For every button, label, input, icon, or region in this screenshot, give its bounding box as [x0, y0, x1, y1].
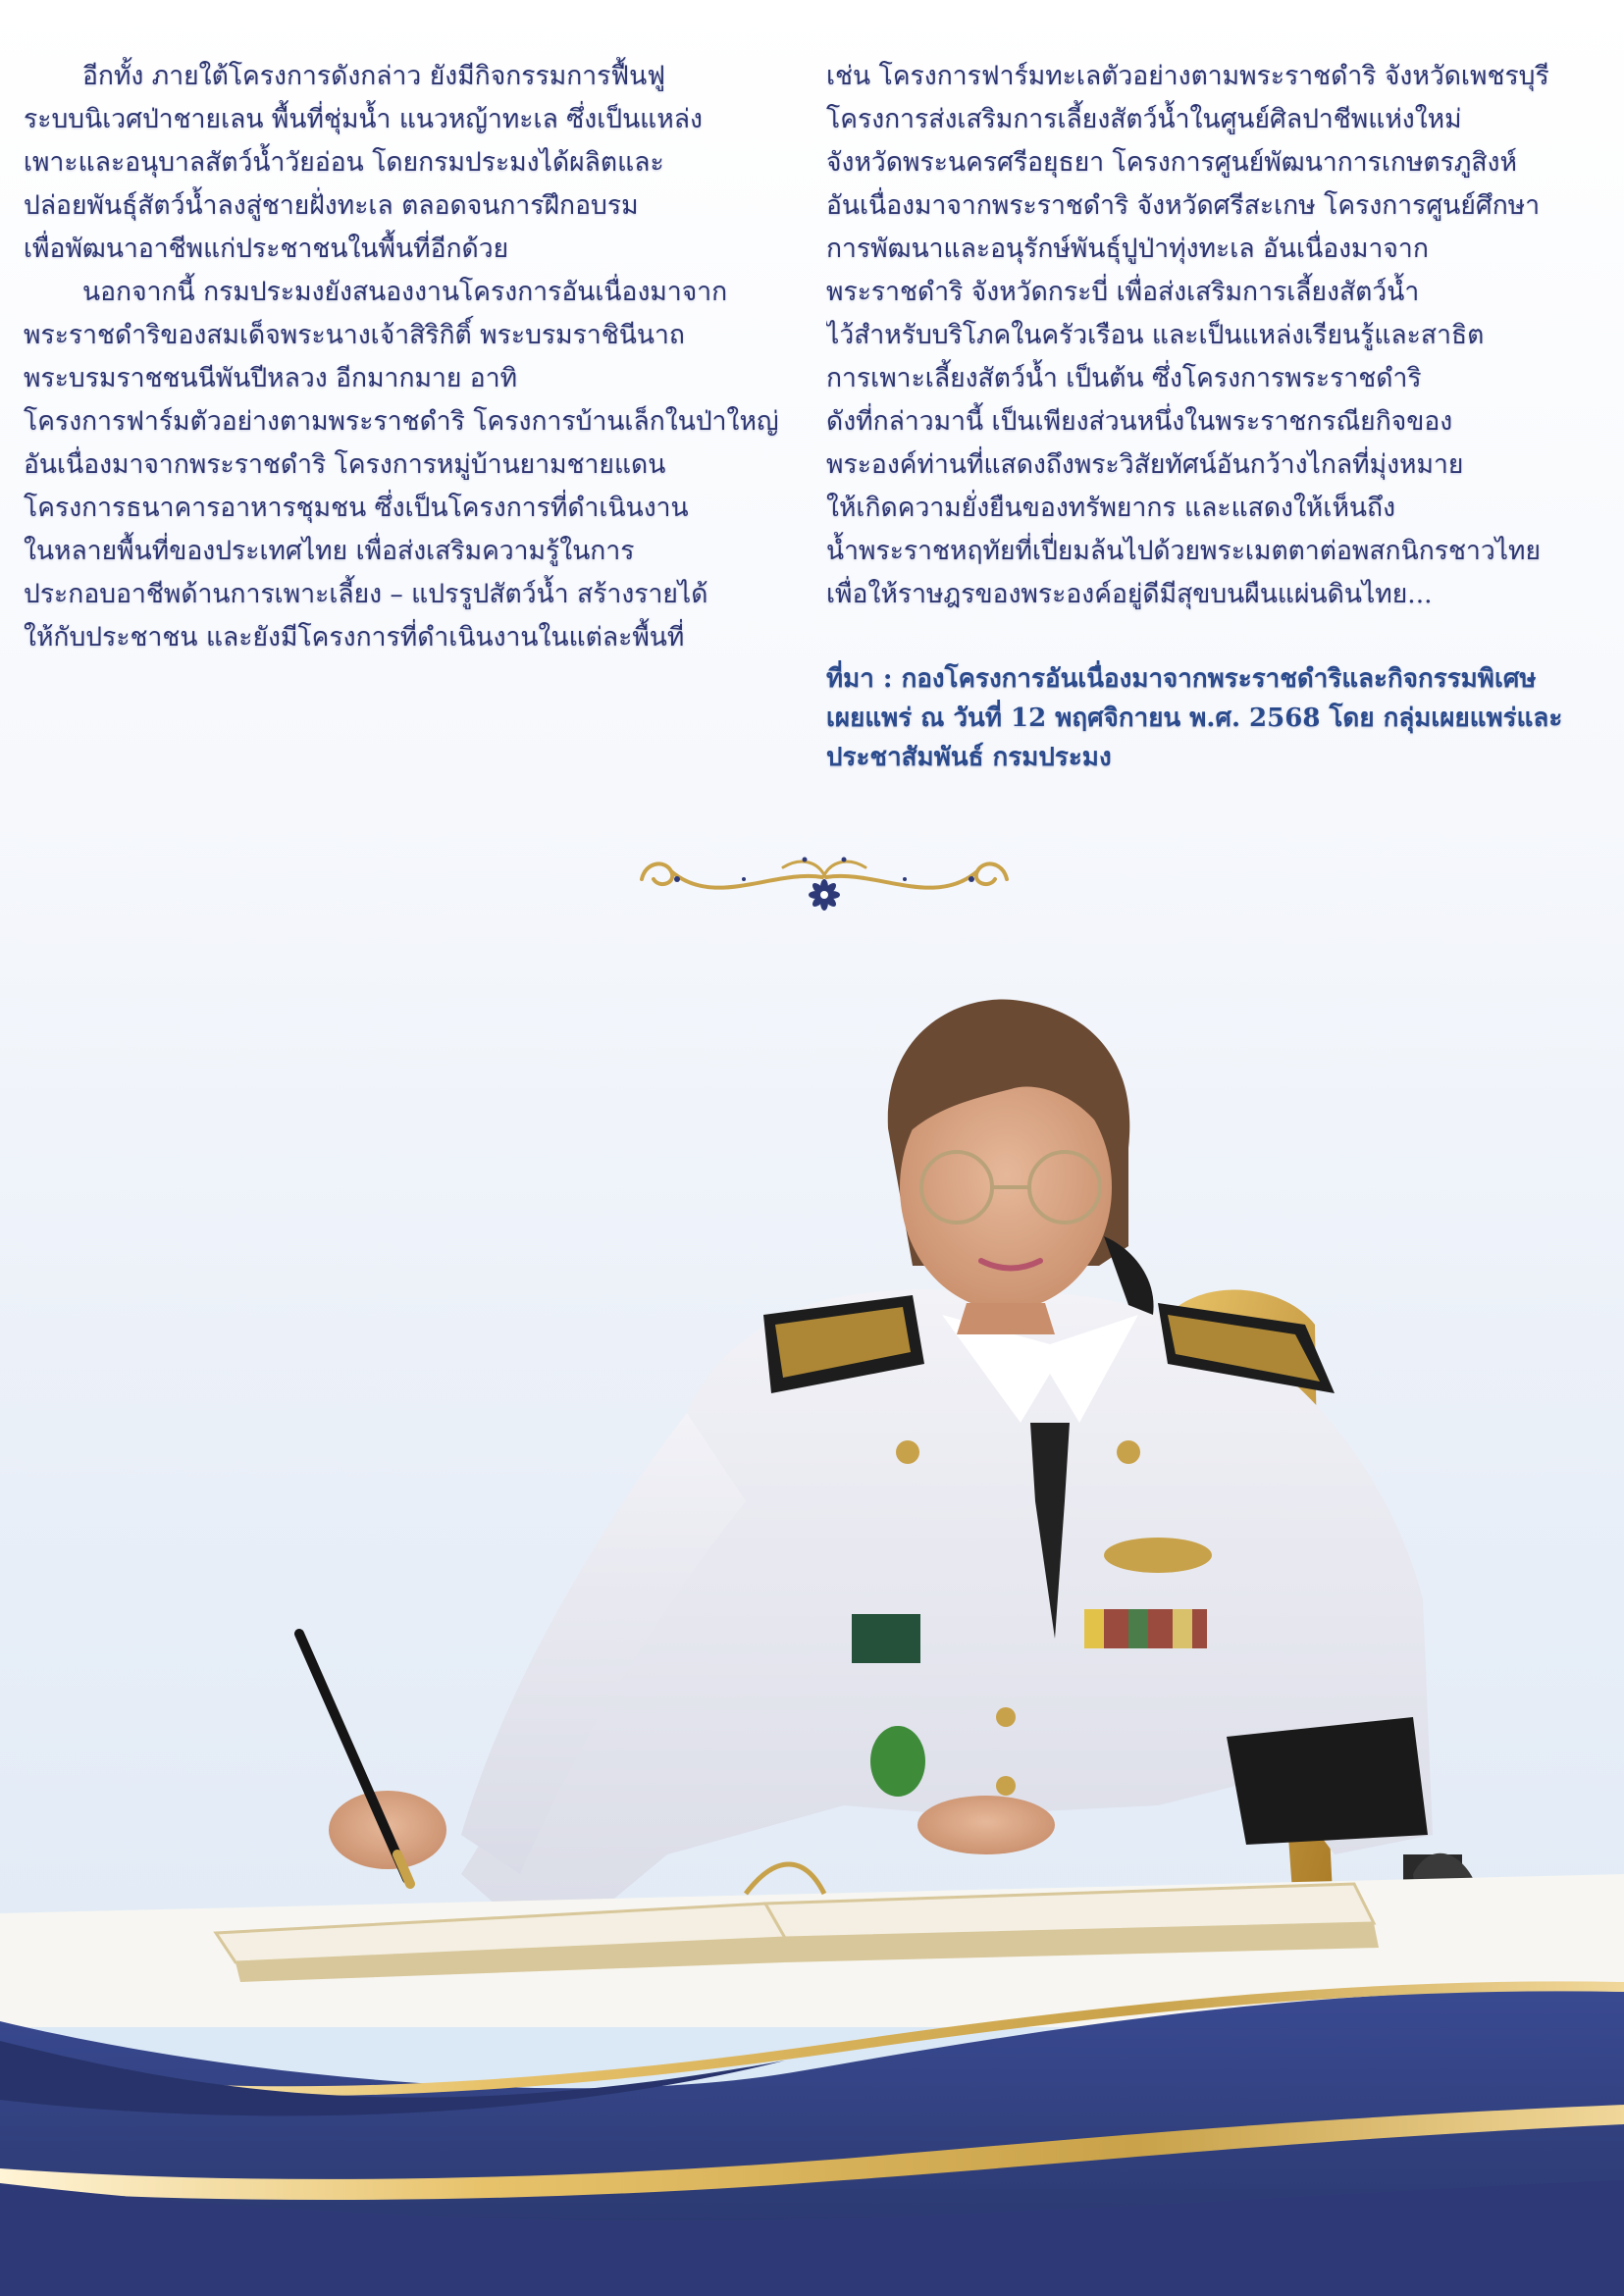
decorative-waves	[0, 1923, 1624, 2296]
left-line: อีกทั้ง ภายใต้โครงการดังกล่าว ยังมีกิจกรรมการฟื้นฟู	[82, 61, 666, 91]
left-line: นอกจากนี้ กรมประมงยังสนองงานโครงการอันเนื่องมาจาก	[82, 277, 728, 307]
left-line: เพื่อพัฒนาอาชีพแก่ประชาชนในพื้นที่อีกด้วย	[24, 234, 509, 264]
source-line: ประชาสัมพันธ์ กรมประมง	[826, 743, 1112, 772]
left-line: โครงการฟาร์มตัวอย่างตามพระราชดำริ โครงการบ้านเล็กในป่าใหญ่	[24, 406, 779, 437]
right-line: การเพาะเลี้ยงสัตว์น้ำ เป็นต้น ซึ่งโครงการพระราชดำริ	[826, 363, 1422, 393]
left-line: ระบบนิเวศป่าชายเลน พื้นที่ชุ่มน้ำ แนวหญ้าทะเล ซึ่งเป็นแหล่ง	[24, 104, 703, 134]
right-line: ดังที่กล่าวมานี้ เป็นเพียงส่วนหนึ่งในพระราชกรณียกิจของ	[826, 406, 1453, 437]
left-line: ให้กับประชาชน และยังมีโครงการที่ดำเนินงานในแต่ละพื้นที่	[24, 622, 685, 652]
left-line: โครงการธนาคารอาหารชุมชน ซึ่งเป็นโครงการที่ดำเนินงาน	[24, 493, 689, 523]
left-line: อันเนื่องมาจากพระราชดำริ โครงการหมู่บ้านยามชายแดน	[24, 449, 666, 480]
right-line: เพื่อให้ราษฎรของพระองค์อยู่ดีมีสุขบนผืนแผ่นดินไทย...	[826, 579, 1433, 609]
left-line: ประกอบอาชีพด้านการเพาะเลี้ยง – แปรรูปสัตว์น้ำ สร้างรายได้	[24, 579, 708, 609]
right-line: เช่น โครงการฟาร์มทะเลตัวอย่างตามพระราชดำริ จังหวัดเพชรบุรี	[826, 61, 1549, 91]
right-text-column	[826, 55, 1611, 616]
right-line: น้ำพระราชหฤทัยที่เปี่ยมล้นไปด้วยพระเมตตาต่อพสกนิกรชาวไทย	[826, 536, 1542, 566]
gold-flourish-divider-icon	[636, 850, 1013, 918]
right-line: อันเนื่องมาจากพระราชดำริ จังหวัดศรีสะเกษ โครงการศูนย์ศึกษา	[826, 190, 1541, 221]
left-line: เพาะและอนุบาลสัตว์น้ำวัยอ่อน โดยกรมประมงได้ผลิตและ	[24, 147, 664, 178]
left-line: ปล่อยพันธุ์สัตว์น้ำลงสู่ชายฝั่งทะเล ตลอดจนการฝึกอบรม	[24, 190, 639, 221]
right-line: พระราชดำริ จังหวัดกระบี่ เพื่อส่งเสริมการเลี้ยงสัตว์น้ำ	[826, 277, 1420, 307]
left-line: ในหลายพื้นที่ของประเทศไทย เพื่อส่งเสริมความรู้ในการ	[24, 536, 635, 566]
right-line: จังหวัดพระนครศรีอยุธยา โครงการศูนย์พัฒนาการเกษตรภูสิงห์	[826, 147, 1517, 178]
source-credit	[826, 659, 1611, 777]
portrait-head	[888, 1000, 1154, 1334]
source-line: ที่มา : กองโครงการอันเนื่องมาจากพระราชดำริและกิจกรรมพิเศษ	[826, 664, 1537, 694]
right-line: ให้เกิดความยั่งยืนของทรัพยากร และแสดงให้เห็นถึง	[826, 493, 1396, 523]
source-line: เผยแพร่ ณ วันที่ 12 พฤศจิกายน พ.ศ. 2568 โดย กลุ่มเผยแพร่และ	[826, 704, 1563, 733]
right-line: พระองค์ท่านที่แสดงถึงพระวิสัยทัศน์อันกว้างไกลที่มุ่งหมาย	[826, 449, 1464, 480]
right-line: การพัฒนาและอนุรักษ์พันธุ์ปูป่าทุ่งทะเล อันเนื่องมาจาก	[826, 234, 1429, 264]
right-line: ไว้สำหรับบริโภคในครัวเรือน และเป็นแหล่งเรียนรู้และสาธิต	[826, 320, 1485, 350]
right-line: โครงการส่งเสริมการเลี้ยงสัตว์น้ำในศูนย์ศิลปาชีพแห่งใหม่	[826, 104, 1462, 134]
left-text-column	[24, 55, 820, 659]
official-signing-photo	[0, 991, 1624, 2031]
left-line: พระบรมราชชนนีพันปีหลวง อีกมากมาย อาทิ	[24, 363, 518, 393]
left-line: พระราชดำริของสมเด็จพระนางเจ้าสิริกิติ์ พระบรมราชินีนาถ	[24, 320, 685, 350]
